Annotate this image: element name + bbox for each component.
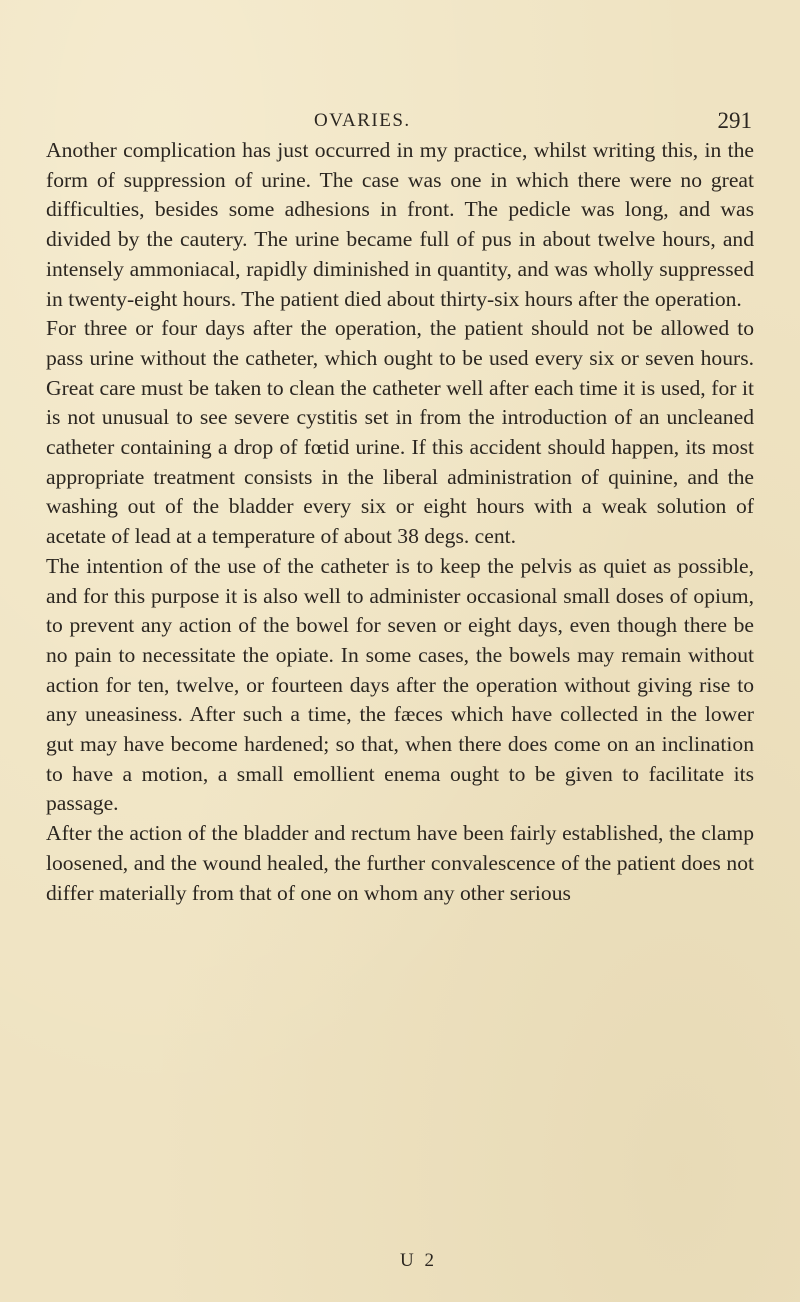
paragraph-opium-and-bowels: The intention of the use of the catheter is to keep the pelvis as quiet as possible, and for this purpose it is also well to administer occasional small doses of opium, to prevent any action of the bowel for seven or eight days, even though there be no pain to necessitate the opiate. In some cases, the bowels may remain without action for ten, twelve, or fourteen days after the operation without giving rise to any uneasiness. After such a time, the fæces which have collected in the lower gut may have become hardened; so that, when there does come on an inclination to have a motion, a small emollient enema ought to be given to facilitate its passage. bbox=[46, 553, 754, 816]
body-text bbox=[46, 136, 754, 908]
paragraph-catheter-care: For three or four days after the operation, the patient should not be allowed to pass urine without the catheter, which ought to be used every six or seven hours. Great care must be taken to clean the catheter well after each time it is used, for it is not unusual to see severe cystitis set in from the introduction of an uncleaned catheter containing a drop of fœtid urine. If this accident should happen, its most appropriate treatment consists in the liberal administration of quinine, and the washing out of the bladder every six or eight hours with a weak solution of acetate of lead at a temperature of about 38 degs. cent. bbox=[46, 316, 754, 549]
signature-mark: U 2 bbox=[400, 1250, 437, 1271]
running-title: OVARIES. bbox=[314, 110, 411, 131]
page-number: 291 bbox=[717, 108, 752, 133]
running-head bbox=[46, 110, 754, 136]
paragraph-convalescence: After the action of the bladder and rectum have been fairly established, the clamp loosened, and the wound healed, the further convalescence of the patient does not differ materially from that of one on whom any other serious bbox=[46, 821, 754, 905]
paragraph-suppression-of-urine: Another complication has just occurred in my practice, whilst writing this, in the form of suppression of urine. The case was one in which there were no great difficulties, besides some adhesions in front. The pedicle was long, and was divided by the cautery. The urine became full of pus in about twelve hours, and intensely ammoniacal, rapidly diminished in quantity, and was wholly suppressed in twenty-eight hours. The patient died about thirty-six hours after the operation. bbox=[46, 138, 754, 311]
